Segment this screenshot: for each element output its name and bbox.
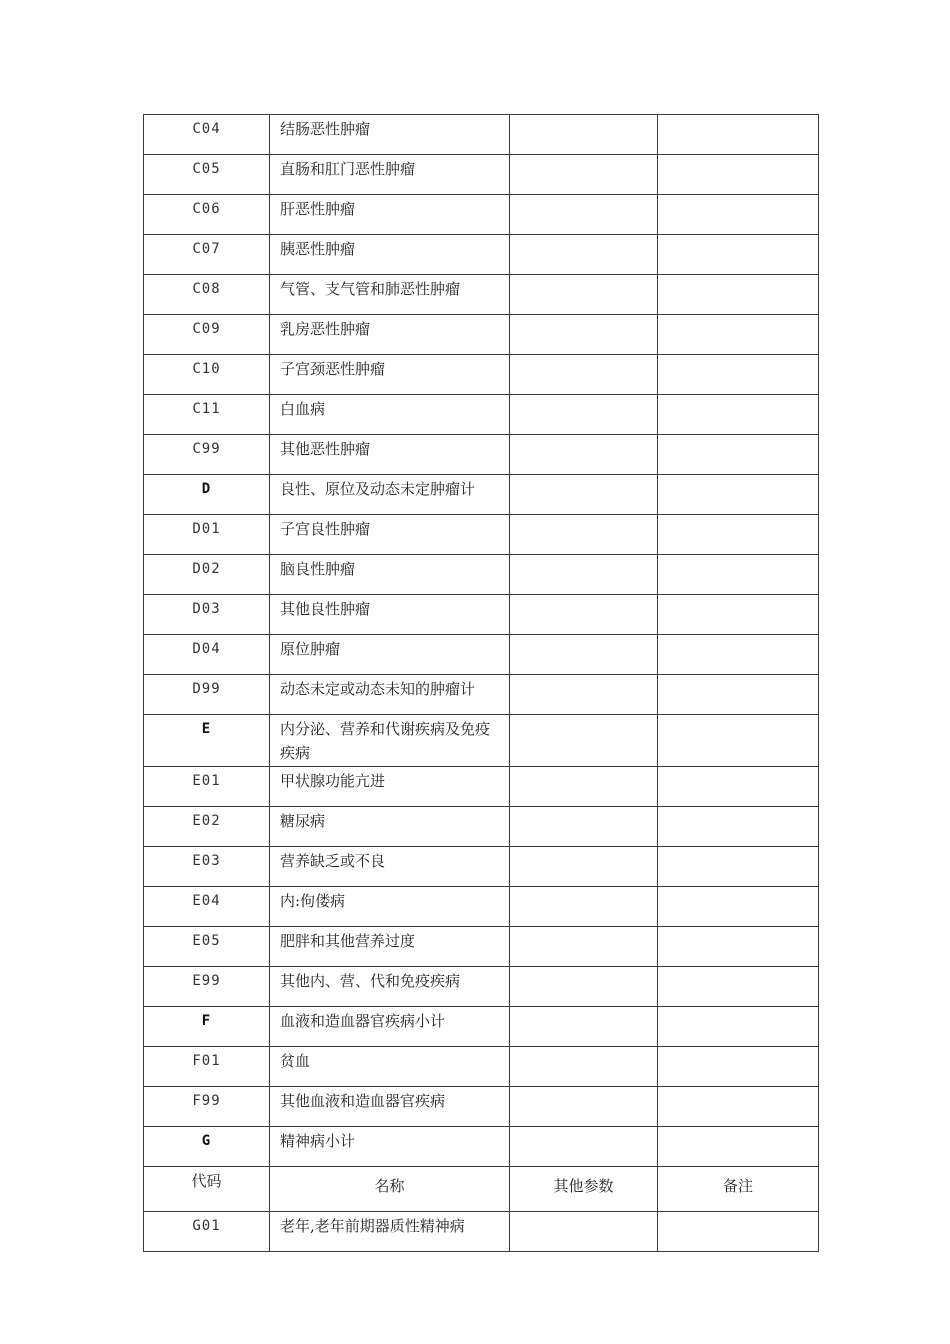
row-params-cell <box>510 435 658 475</box>
row-code: C04 <box>144 115 270 155</box>
row-params-cell <box>510 1007 658 1047</box>
row-code: F01 <box>144 1047 270 1087</box>
row-name: 良性、原位及动态未定肿瘤计 <box>270 475 510 515</box>
row-code: G <box>144 1127 270 1167</box>
row-code: D01 <box>144 515 270 555</box>
row-name: 肥胖和其他营养过度 <box>270 927 510 967</box>
row-remarks-cell <box>658 887 819 927</box>
row-remarks-cell <box>658 515 819 555</box>
row-params-cell <box>510 1212 658 1252</box>
table-row <box>144 355 819 395</box>
row-name: 结肠恶性肿瘤 <box>270 115 510 155</box>
table-row <box>144 887 819 927</box>
row-name: 子宫良性肿瘤 <box>270 515 510 555</box>
row-params-cell <box>510 715 658 767</box>
row-code: D99 <box>144 675 270 715</box>
row-code: G01 <box>144 1212 270 1252</box>
row-remarks-cell <box>658 767 819 807</box>
row-params-cell <box>510 675 658 715</box>
row-name: 动态未定或动态未知的肿瘤计 <box>270 675 510 715</box>
row-remarks-cell <box>658 315 819 355</box>
row-name: 其他恶性肿瘤 <box>270 435 510 475</box>
row-name: 精神病小计 <box>270 1127 510 1167</box>
row-name: 肝恶性肿瘤 <box>270 195 510 235</box>
table-row <box>144 715 819 767</box>
table-row <box>144 595 819 635</box>
row-code: E04 <box>144 887 270 927</box>
row-remarks-cell <box>658 635 819 675</box>
row-remarks-cell <box>658 675 819 715</box>
table-row <box>144 1047 819 1087</box>
header-name: 名称 <box>270 1167 510 1212</box>
row-remarks-cell <box>658 275 819 315</box>
table-row <box>144 395 819 435</box>
row-remarks-cell <box>658 595 819 635</box>
row-name: 营养缺乏或不良 <box>270 847 510 887</box>
row-remarks-cell <box>658 1047 819 1087</box>
table-row <box>144 1127 819 1167</box>
row-remarks-cell <box>658 475 819 515</box>
row-params-cell <box>510 887 658 927</box>
row-name: 直肠和肛门恶性肿瘤 <box>270 155 510 195</box>
row-params-cell <box>510 155 658 195</box>
row-name: 气管、支气管和肺恶性肿瘤 <box>270 275 510 315</box>
row-remarks-cell <box>658 115 819 155</box>
row-code: E01 <box>144 767 270 807</box>
table-row <box>144 1087 819 1127</box>
row-params-cell <box>510 767 658 807</box>
row-code: C10 <box>144 355 270 395</box>
row-name: 胰恶性肿瘤 <box>270 235 510 275</box>
table-row <box>144 967 819 1007</box>
row-code: F <box>144 1007 270 1047</box>
row-name: 内分泌、营养和代谢疾病及免疫疾病 <box>270 715 510 767</box>
table-row <box>144 515 819 555</box>
row-remarks-cell <box>658 395 819 435</box>
row-remarks-cell <box>658 967 819 1007</box>
row-code: E99 <box>144 967 270 1007</box>
table-row <box>144 315 819 355</box>
row-params-cell <box>510 847 658 887</box>
row-remarks-cell <box>658 1127 819 1167</box>
table-row <box>144 635 819 675</box>
row-remarks-cell <box>658 435 819 475</box>
row-name: 老年,老年前期器质性精神病 <box>270 1212 510 1252</box>
row-code: E05 <box>144 927 270 967</box>
row-params-cell <box>510 235 658 275</box>
row-name: 贫血 <box>270 1047 510 1087</box>
table-row <box>144 675 819 715</box>
row-params-cell <box>510 475 658 515</box>
row-code: F99 <box>144 1087 270 1127</box>
table-row <box>144 927 819 967</box>
row-code: C05 <box>144 155 270 195</box>
row-name: 其他血液和造血器官疾病 <box>270 1087 510 1127</box>
row-remarks-cell <box>658 1212 819 1252</box>
row-params-cell <box>510 315 658 355</box>
row-code: D02 <box>144 555 270 595</box>
table-row <box>144 115 819 155</box>
row-params-cell <box>510 275 658 315</box>
row-code: D04 <box>144 635 270 675</box>
row-remarks-cell <box>658 715 819 767</box>
row-remarks-cell <box>658 847 819 887</box>
table-row <box>144 235 819 275</box>
row-params-cell <box>510 1087 658 1127</box>
header-params: 其他参数 <box>510 1167 658 1212</box>
row-params-cell <box>510 1127 658 1167</box>
table-body-lower <box>144 1212 819 1252</box>
row-remarks-cell <box>658 155 819 195</box>
disease-code-table <box>143 114 819 1252</box>
row-params-cell <box>510 555 658 595</box>
table-header-repeat <box>144 1167 819 1212</box>
row-name: 原位肿瘤 <box>270 635 510 675</box>
table-row <box>144 555 819 595</box>
row-params-cell <box>510 927 658 967</box>
row-params-cell <box>510 115 658 155</box>
row-code: E02 <box>144 807 270 847</box>
row-name: 甲状腺功能亢进 <box>270 767 510 807</box>
row-name: 白血病 <box>270 395 510 435</box>
row-params-cell <box>510 1047 658 1087</box>
row-code: C07 <box>144 235 270 275</box>
table-row <box>144 435 819 475</box>
row-name: 其他内、营、代和免疫疾病 <box>270 967 510 1007</box>
row-remarks-cell <box>658 195 819 235</box>
row-code: E <box>144 715 270 767</box>
header-row <box>144 1167 819 1212</box>
row-params-cell <box>510 355 658 395</box>
row-code: D <box>144 475 270 515</box>
row-params-cell <box>510 195 658 235</box>
header-code: 代码 <box>144 1167 270 1212</box>
row-code: D03 <box>144 595 270 635</box>
row-name: 子宫颈恶性肿瘤 <box>270 355 510 395</box>
row-params-cell <box>510 635 658 675</box>
row-name: 乳房恶性肿瘤 <box>270 315 510 355</box>
row-params-cell <box>510 595 658 635</box>
table-row <box>144 807 819 847</box>
table-row <box>144 475 819 515</box>
row-name: 脑良性肿瘤 <box>270 555 510 595</box>
row-remarks-cell <box>658 555 819 595</box>
row-code: C11 <box>144 395 270 435</box>
row-code: C08 <box>144 275 270 315</box>
table-row <box>144 155 819 195</box>
table-row <box>144 195 819 235</box>
row-remarks-cell <box>658 927 819 967</box>
table-row <box>144 1007 819 1047</box>
row-params-cell <box>510 395 658 435</box>
row-params-cell <box>510 515 658 555</box>
row-remarks-cell <box>658 1087 819 1127</box>
table-row <box>144 767 819 807</box>
row-name: 糖尿病 <box>270 807 510 847</box>
row-code: C06 <box>144 195 270 235</box>
row-remarks-cell <box>658 355 819 395</box>
table-row <box>144 275 819 315</box>
header-remarks: 备注 <box>658 1167 819 1212</box>
row-params-cell <box>510 807 658 847</box>
row-code: C09 <box>144 315 270 355</box>
row-name: 其他良性肿瘤 <box>270 595 510 635</box>
table-row <box>144 1212 819 1252</box>
row-remarks-cell <box>658 235 819 275</box>
row-remarks-cell <box>658 807 819 847</box>
row-name: 内:佝偻病 <box>270 887 510 927</box>
table-body-upper <box>144 115 819 1167</box>
table-row <box>144 847 819 887</box>
row-code: E03 <box>144 847 270 887</box>
row-params-cell <box>510 967 658 1007</box>
row-remarks-cell <box>658 1007 819 1047</box>
row-code: C99 <box>144 435 270 475</box>
row-name: 血液和造血器官疾病小计 <box>270 1007 510 1047</box>
